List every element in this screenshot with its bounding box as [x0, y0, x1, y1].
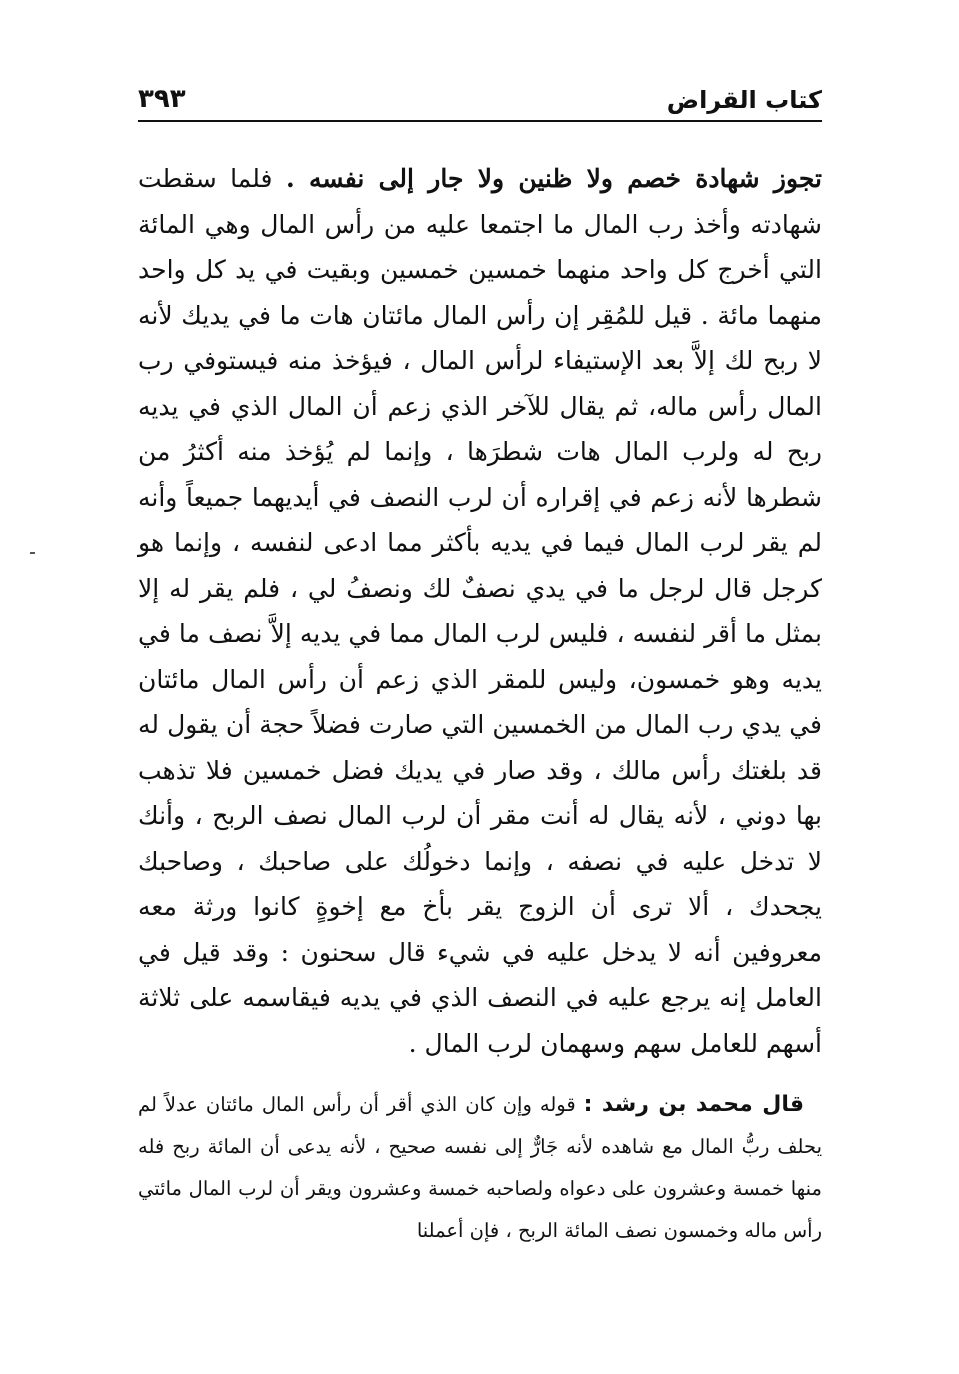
- book-page: [138, 70, 822, 1252]
- margin-mark: [30, 552, 35, 554]
- running-title: كتاب القراض: [666, 86, 822, 114]
- commentary-body: قوله وإن كان الذي أقر أن رأس المال مائتان عدلاً لم يحلف ربُّ المال مع شاهده لأنه جَارٌّ إلى نفسه صحيح ، لأنه يدعى أن المائة ربح فله منها خمسة وعشرون على دعواه ولصاحبه خمسة وعشرون ويقر أن لرب المال مائتي رأس ماله وخمسون نصف المائة الربح ، فإن أعملنا: [138, 1093, 822, 1242]
- page-number: ٣٩٣: [138, 84, 186, 114]
- main-text-lead: تجوز شهادة خصم ولا ظنين ولا جار إلى نفسه .: [286, 164, 822, 193]
- commentary-block: [138, 1084, 822, 1252]
- main-text-body: فلما سقطت شهادته وأخذ رب المال ما اجتمعا عليه من رأس المال وهي المائة التي أخرج كل واحد منهما خمسين خمسين وبقيت في يد كل واحد منهما مائة . قيل للمُقِر إن رأس المال مائتان هات ما في يديك لأنه لا ربح لك إلاَّ بعد الإستيفاء لرأس المال ، فيؤخذ منه فيستوفي رب المال رأس ماله، ثم يقال للآخر الذي زعم أن المال الذي في يديه ربح له ولرب المال هات شطرَها ، وإنما لم يُؤخذ منه أكثرُ من شطرها لأنه زعم في إقراره أن لرب النصف في أيديهما جميعاً وأنه لم يقر لرب المال فيما في يديه بأكثر مما ادعى لنفسه ، وإنما هو كرجل قال لرجل ما في يدي نصفٌ لك ونصفُ لي ، فلم يقر له إلا بمثل ما أقر لنفسه ، فليس لرب المال مما في يديه إلاَّ نصف ما في يديه وهو خمسون، وليس للمقر الذي زعم أن رأس المال مائتان في يدي رب المال من الخمسين التي صارت فضلاً حجة أن يقول له قد بلغتك رأس مالك ، وقد صار في يديك فضل خمسين فلا تذهب بها دوني ، لأنه يقال له أنت مقر أن لرب المال نصف الربح ، وأنك لا تدخل عليه في نصفه ، وإنما دخولُك على صاحبك ، وصاحبك يجحدك ، ألا ترى أن الزوج يقر بأخ مع إخوةٍ كانوا ورثة معه معروفين أنه لا يدخل عليه في شيء قال سحنون : وقد قيل في العامل إنه يرجع عليه في النصف الذي في يديه فيقاسمه على ثلاثة أسهم للعامل سهم وسهمان لرب المال .: [138, 164, 822, 1058]
- commentary-speaker: قال محمد بن رشد :: [583, 1092, 804, 1117]
- main-text-block: [138, 156, 822, 1066]
- page-header: [138, 70, 822, 122]
